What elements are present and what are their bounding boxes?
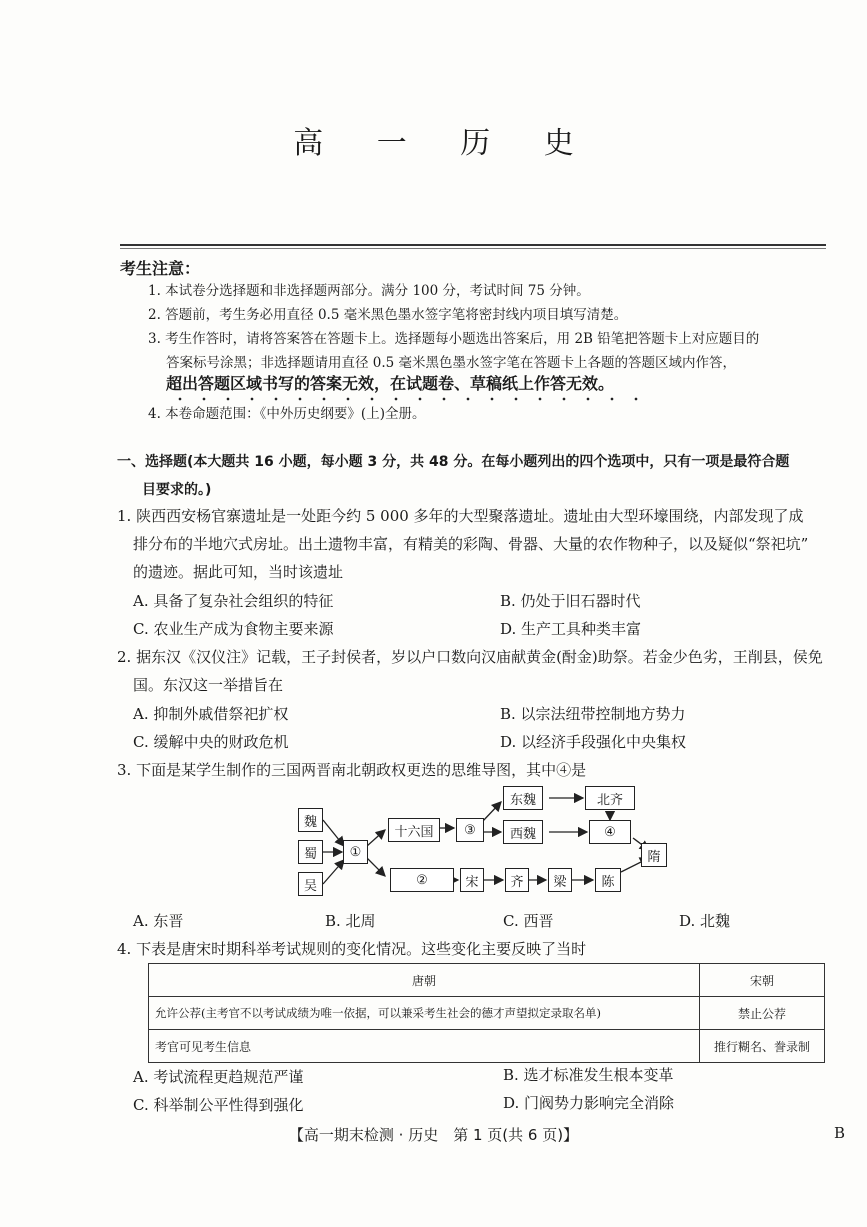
node-sui: 隋 <box>641 843 667 867</box>
node-liang: 梁 <box>548 868 572 892</box>
table-header-row <box>149 964 825 997</box>
question-1-stem: 1. 陕西西安杨官寨遗址是一处距今约 5 000 多年的大型聚落遗址。遗址由大型环壕围绕，内部发现了成 <box>117 507 804 525</box>
version-mark: B <box>834 1124 846 1142</box>
emphasis-dots <box>168 397 648 401</box>
table-row <box>149 997 825 1030</box>
table-cell-song: 推行糊名、誊录制 <box>700 1030 825 1063</box>
question-3-stem: 3. 下面是某学生制作的三国两晋南北朝政权更迭的思维导图，其中④是 <box>117 761 587 779</box>
notice-item: 4. 本卷命题范围：《中外历史纲要》(上)全册。 <box>148 406 426 422</box>
q1-option-c[interactable]: C. 农业生产成为食物主要来源 <box>133 620 334 638</box>
q4-option-b[interactable]: B. 选才标准发生根本变革 <box>503 1066 674 1084</box>
table-row <box>149 1030 825 1063</box>
question-1-stem-cont: 排分布的半地穴式房址。出土遗物丰富，有精美的彩陶、骨器、大量的农作物种子，以及疑似“祭祀坑” <box>133 535 809 553</box>
section-heading-cont: 目要求的。) <box>142 482 212 498</box>
node-song: 宋 <box>460 868 484 892</box>
q1-option-d[interactable]: D. 生产工具种类丰富 <box>500 620 642 638</box>
page-footer: 【高一期末检测 · 历史 第 1 页(共 6 页)】 <box>288 1126 579 1144</box>
node-beiqi: 北齐 <box>585 786 635 810</box>
node-wei: 魏 <box>298 808 323 832</box>
notice-item: 3. 考生作答时，请将答案答在答题卡上。选择题每小题选出答案后，用 2B 铅笔把答题卡上对应题目的 <box>148 331 760 347</box>
table-header-song: 宋朝 <box>700 964 825 997</box>
table-cell-tang: 允许公荐(主考官不以考试成绩为唯一依据，可以兼采考生社会的德才声望拟定录取名单) <box>149 997 700 1030</box>
table-cell-tang: 考官可见考生信息 <box>149 1030 700 1063</box>
node-chen: 陈 <box>595 868 621 892</box>
q2-option-b[interactable]: B. 以宗法纽带控制地方势力 <box>500 705 686 723</box>
header-rule <box>120 244 826 246</box>
q2-option-a[interactable]: A. 抑制外戚借祭祀扩权 <box>133 705 289 723</box>
node-dongwei: 东魏 <box>503 786 543 810</box>
table-header-tang: 唐朝 <box>149 964 700 997</box>
q3-option-b[interactable]: B. 北周 <box>325 912 376 930</box>
q1-option-a[interactable]: A. 具备了复杂社会组织的特征 <box>133 592 334 610</box>
node-xiwei: 西魏 <box>503 820 543 844</box>
node-shu: 蜀 <box>298 840 323 864</box>
notice-item-emphasis: 超出答题区域书写的答案无效，在试题卷、草稿纸上作答无效。 <box>166 374 615 393</box>
q3-option-a[interactable]: A. 东晋 <box>133 912 184 930</box>
q3-option-c[interactable]: C. 西晋 <box>503 912 554 930</box>
node-4: ④ <box>589 820 631 844</box>
q1-option-b[interactable]: B. 仍处于旧石器时代 <box>500 592 641 610</box>
node-3: ③ <box>456 818 484 842</box>
notice-item: 答案标号涂黑；非选择题请用直径 0.5 毫米黑色墨水签字笔在答题卡上各题的答题区域内作答， <box>166 355 737 371</box>
question-2-stem-cont: 国。东汉这一举措旨在 <box>133 676 284 694</box>
q2-option-d[interactable]: D. 以经济手段强化中央集权 <box>500 733 687 751</box>
q3-option-d[interactable]: D. 北魏 <box>679 912 731 930</box>
node-wu: 吴 <box>298 872 323 896</box>
page-title: 高 一 历 史 <box>293 126 596 161</box>
q4-option-d[interactable]: D. 门阀势力影响完全消除 <box>503 1094 675 1112</box>
notice-heading: 考生注意： <box>120 259 201 278</box>
header-rule-thin <box>120 248 826 249</box>
question-1-stem-cont: 的遗迹。据此可知，当时该遗址 <box>133 563 344 581</box>
node-qi: 齐 <box>505 868 529 892</box>
notice-item: 2. 答题前，考生务必用直径 0.5 毫米黑色墨水签字笔将密封线内项目填写清楚。 <box>148 307 628 323</box>
node-1: ① <box>343 840 368 864</box>
section-heading: 一、选择题(本大题共 16 小题，每小题 3 分，共 48 分。在每小题列出的四个选项中，只有一项是最符合题 <box>117 454 790 470</box>
q4-option-c[interactable]: C. 科举制公平性得到强化 <box>133 1096 304 1114</box>
exam-rules-table <box>148 963 825 1063</box>
node-2: ② <box>390 868 454 892</box>
q4-option-a[interactable]: A. 考试流程更趋规范严谨 <box>133 1068 304 1086</box>
question-4-stem: 4. 下表是唐宋时期科举考试规则的变化情况。这些变化主要反映了当时 <box>117 940 587 958</box>
q2-option-c[interactable]: C. 缓解中央的财政危机 <box>133 733 289 751</box>
question-2-stem: 2. 据东汉《汉仪注》记载，王子封侯者，岁以户口数向汉庙献黄金(酎金)助祭。若金少色劣，王削县，侯免 <box>117 648 823 666</box>
table-cell-song: 禁止公荐 <box>700 997 825 1030</box>
notice-item: 1. 本试卷分选择题和非选择题两部分。满分 100 分，考试时间 75 分钟。 <box>148 283 590 299</box>
node-sixteen-kingdoms: 十六国 <box>388 818 440 842</box>
